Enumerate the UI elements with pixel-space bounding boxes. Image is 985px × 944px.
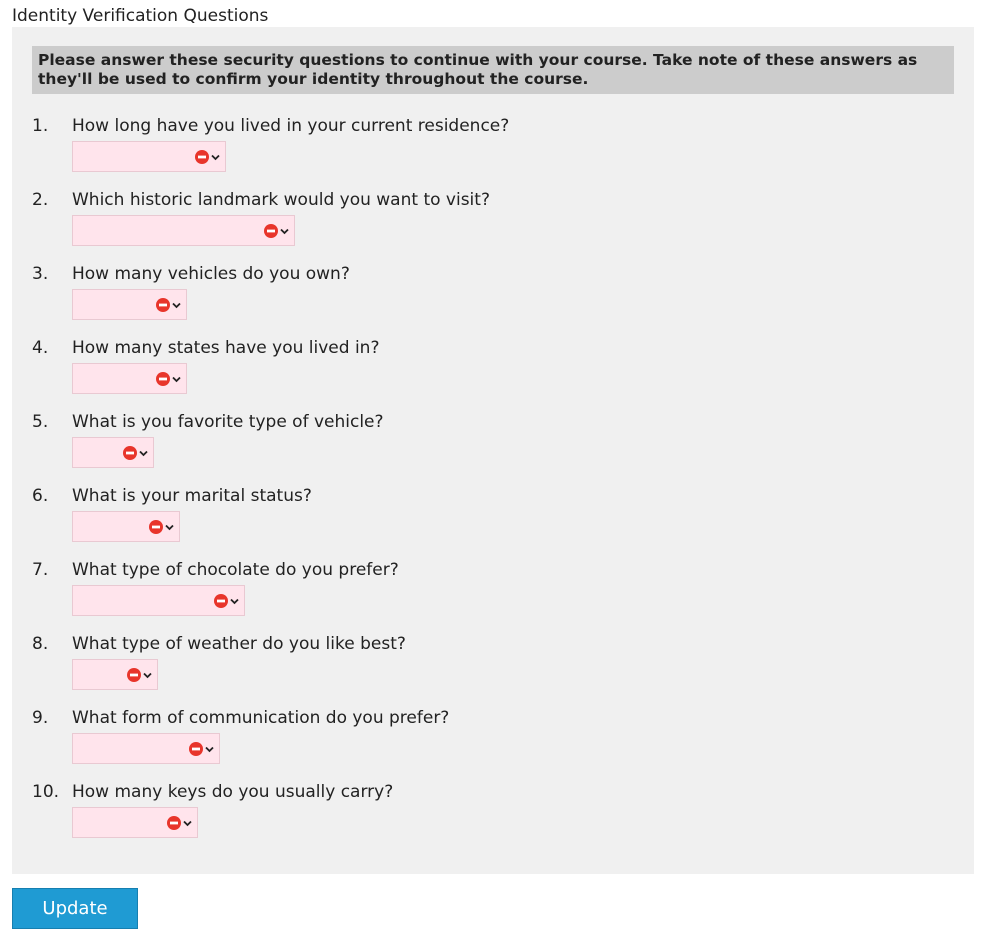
question-number: 2. <box>32 190 49 210</box>
chevron-down-icon <box>172 302 181 309</box>
question-number: 4. <box>32 338 49 358</box>
question-number: 9. <box>32 708 49 728</box>
chevron-down-icon <box>280 228 289 235</box>
question-6 <box>32 485 932 545</box>
question-number: 5. <box>32 412 49 432</box>
question-10 <box>32 781 932 841</box>
chevron-down-icon <box>183 820 192 827</box>
question-7 <box>32 559 932 619</box>
question-number: 6. <box>32 486 49 506</box>
answer-select-5[interactable] <box>72 437 154 468</box>
answer-select-3[interactable] <box>72 289 187 320</box>
answer-select-8[interactable] <box>72 659 158 690</box>
question-number: 7. <box>32 560 49 580</box>
no-entry-icon <box>123 446 137 460</box>
question-3 <box>32 263 932 323</box>
chevron-down-icon <box>205 746 214 753</box>
answer-select-9[interactable] <box>72 733 220 764</box>
question-text: What form of communication do you prefer? <box>72 708 450 728</box>
answer-select-6[interactable] <box>72 511 180 542</box>
question-2 <box>32 189 932 249</box>
chevron-down-icon <box>165 524 174 531</box>
question-1 <box>32 115 932 175</box>
chevron-down-icon <box>211 154 220 161</box>
chevron-down-icon <box>143 672 152 679</box>
question-text: What type of chocolate do you prefer? <box>72 560 399 580</box>
no-entry-icon <box>214 594 228 608</box>
question-8 <box>32 633 932 693</box>
no-entry-icon <box>189 742 203 756</box>
chevron-down-icon <box>139 450 148 457</box>
page-heading: Identity Verification Questions <box>12 6 269 26</box>
question-text: How many vehicles do you own? <box>72 264 350 284</box>
question-text: What is your marital status? <box>72 486 312 506</box>
question-number: 8. <box>32 634 49 654</box>
question-9 <box>32 707 932 767</box>
no-entry-icon <box>156 372 170 386</box>
question-4 <box>32 337 932 397</box>
no-entry-icon <box>156 298 170 312</box>
no-entry-icon <box>264 224 278 238</box>
question-number: 3. <box>32 264 49 284</box>
answer-select-2[interactable] <box>72 215 295 246</box>
no-entry-icon <box>149 520 163 534</box>
question-text: How many states have you lived in? <box>72 338 380 358</box>
no-entry-icon <box>127 668 141 682</box>
question-text: How long have you lived in your current residence? <box>72 116 510 136</box>
question-number: 10. <box>32 782 60 802</box>
instructions-banner: Please answer these security questions to continue with your course. Take note of these answers as they'll be used to confirm your identity throughout the course. <box>32 46 954 94</box>
update-button[interactable]: Update <box>12 888 138 929</box>
question-number: 1. <box>32 116 49 136</box>
no-entry-icon <box>195 150 209 164</box>
question-text: Which historic landmark would you want to visit? <box>72 190 490 210</box>
chevron-down-icon <box>230 598 239 605</box>
no-entry-icon <box>167 816 181 830</box>
answer-select-7[interactable] <box>72 585 245 616</box>
chevron-down-icon <box>172 376 181 383</box>
question-5 <box>32 411 932 471</box>
question-text: How many keys do you usually carry? <box>72 782 394 802</box>
answer-select-1[interactable] <box>72 141 226 172</box>
answer-select-10[interactable] <box>72 807 198 838</box>
question-text: What is you favorite type of vehicle? <box>72 412 384 432</box>
answer-select-4[interactable] <box>72 363 187 394</box>
security-questions-panel <box>12 27 974 874</box>
question-text: What type of weather do you like best? <box>72 634 406 654</box>
